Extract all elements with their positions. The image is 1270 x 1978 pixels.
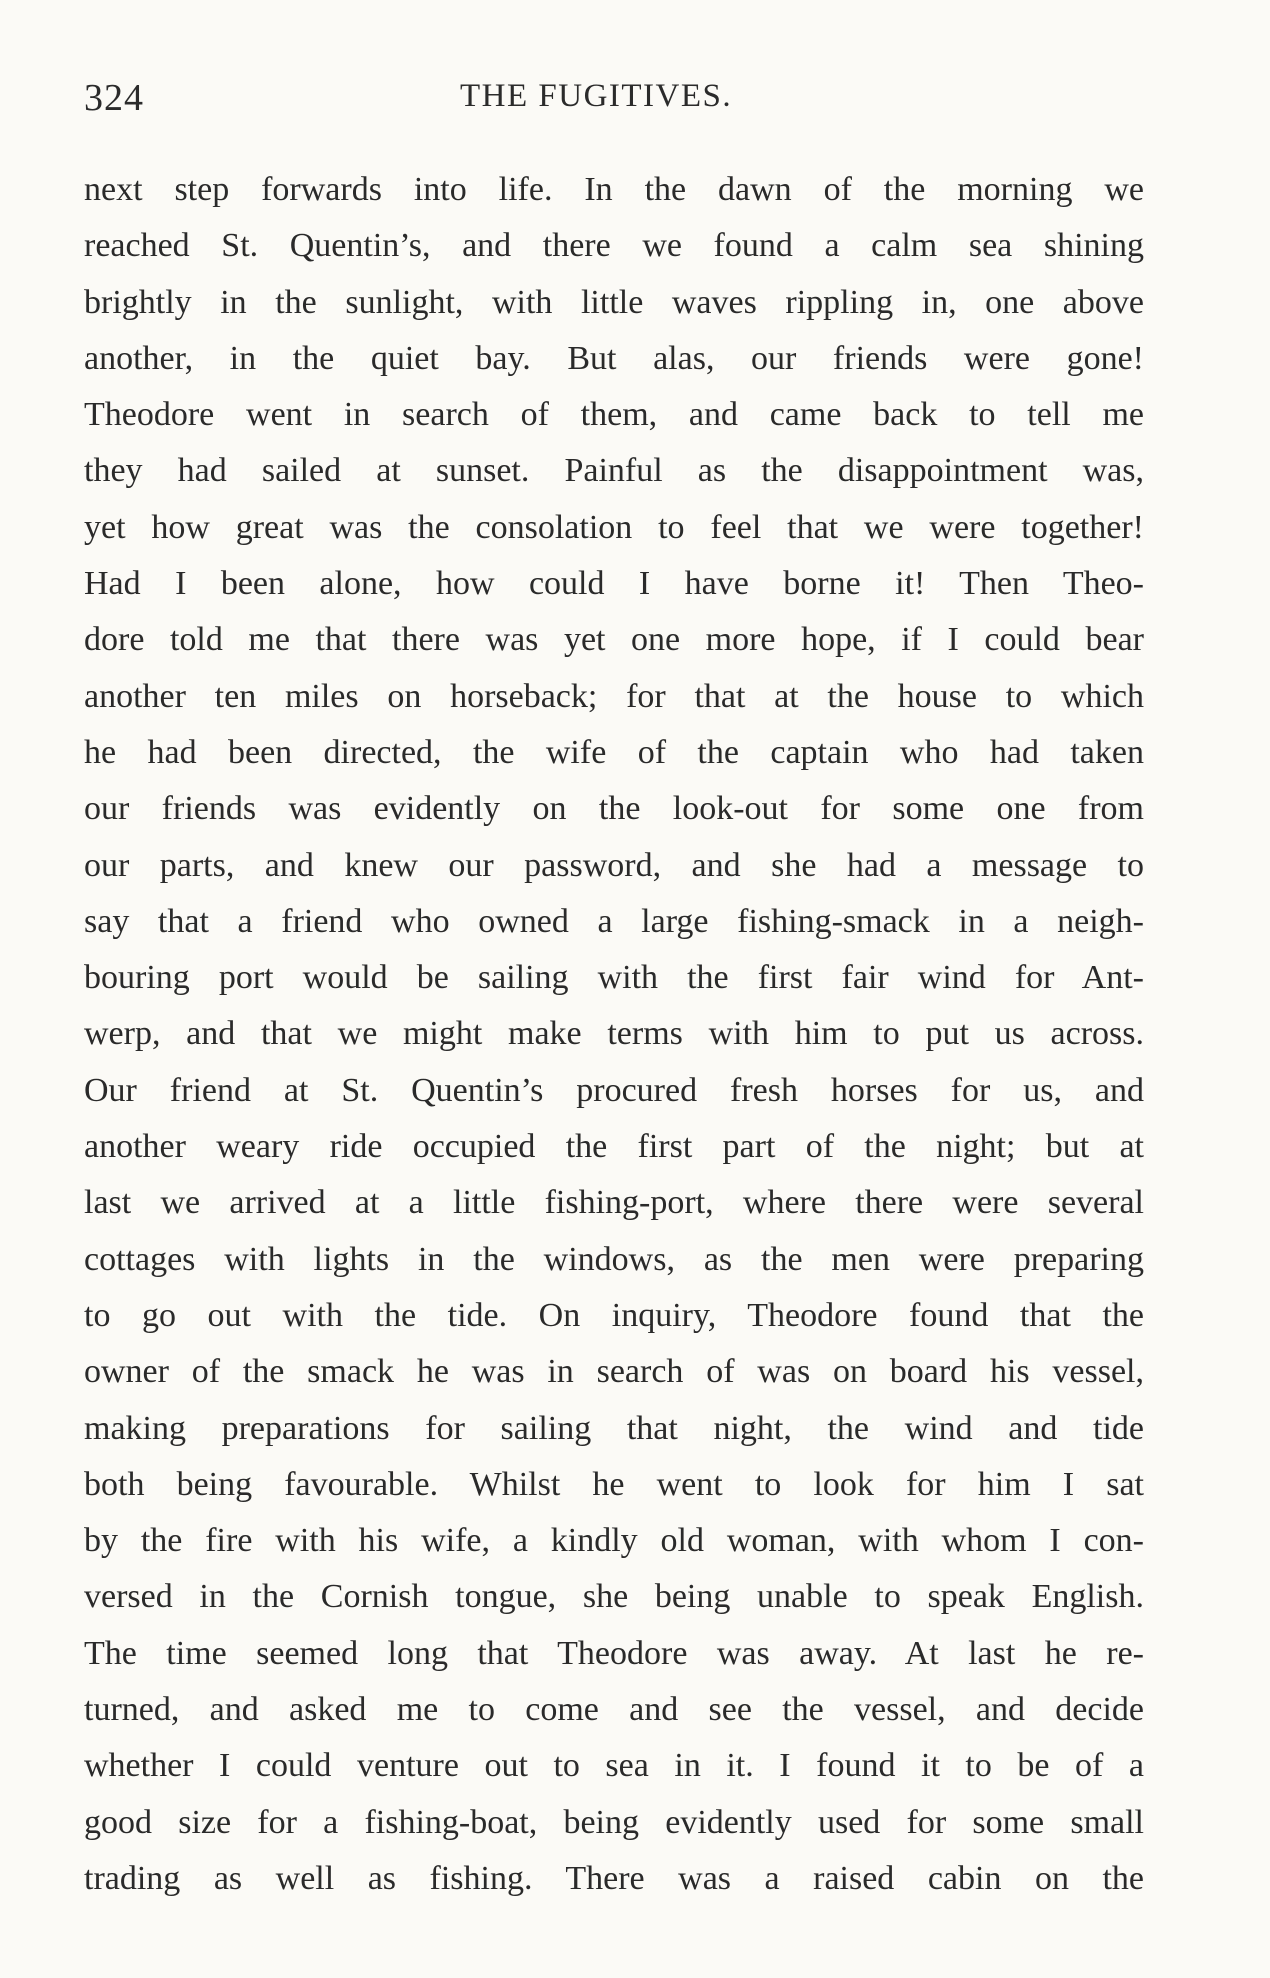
text-line: The time seemed long that Theodore was away. At last he re- [84, 1634, 1144, 1672]
text-line: whether I could venture out to sea in it. I found it to be of a [84, 1747, 1144, 1785]
text-line: trading as well as fishing. There was a raised cabin on the [84, 1859, 1144, 1897]
text-line: turned, and asked me to come and see the vessel, and decide [84, 1691, 1144, 1729]
text-line: reached St. Quentin’s, and there we found a calm sea shining [84, 227, 1144, 265]
text-line: he had been directed, the wife of the captain who had taken [84, 733, 1144, 771]
text-line: cottages with lights in the windows, as the men were preparing [84, 1240, 1144, 1278]
text-line: owner of the smack he was in search of was on board his vessel, [84, 1353, 1144, 1391]
text-line: dore told me that there was yet one more hope, if I could bear [84, 621, 1144, 659]
text-line: Had I been alone, how could I have borne it! Then Theo- [84, 565, 1144, 603]
text-line: good size for a fishing-boat, being evidently used for some small [84, 1803, 1144, 1841]
text-line: another, in the quiet bay. But alas, our friends were gone! [84, 339, 1144, 377]
text-line: our parts, and knew our password, and she had a message to [84, 846, 1144, 884]
page-number: 324 [84, 77, 144, 119]
text-line: both being favourable. Whilst he went to look for him I sat [84, 1465, 1144, 1503]
text-line: making preparations for sailing that night, the wind and tide [84, 1409, 1144, 1447]
text-line: brightly in the sunlight, with little waves rippling in, one above [84, 283, 1144, 321]
text-line: by the fire with his wife, a kindly old woman, with whom I con- [84, 1522, 1144, 1560]
body-text [84, 162, 1144, 1907]
running-head [0, 76, 1270, 126]
text-line: bouring port would be sailing with the first fair wind for Ant- [84, 959, 1144, 997]
text-line: to go out with the tide. On inquiry, Theodore found that the [84, 1296, 1144, 1334]
text-line: Theodore went in search of them, and came back to tell me [84, 396, 1144, 434]
text-line: another weary ride occupied the first part of the night; but at [84, 1128, 1144, 1166]
text-line: next step forwards into life. In the dawn of the morning we [84, 171, 1144, 208]
text-line: another ten miles on horseback; for that at the house to which [84, 677, 1144, 715]
text-line: Our friend at St. Quentin’s procured fresh horses for us, and [84, 1071, 1144, 1109]
text-line: last we arrived at a little fishing-port, where there were several [84, 1184, 1144, 1222]
running-title: THE FUGITIVES. [460, 78, 733, 114]
text-line: versed in the Cornish tongue, she being unable to speak English. [84, 1578, 1144, 1616]
text-line: say that a friend who owned a large fishing-smack in a neigh- [84, 902, 1144, 940]
text-line: werp, and that we might make terms with him to put us across. [84, 1015, 1144, 1053]
text-line: they had sailed at sunset. Painful as the disappointment was, [84, 452, 1144, 490]
text-line: our friends was evidently on the look-out for some one from [84, 790, 1144, 828]
text-line: yet how great was the consolation to feel that we were together! [84, 508, 1144, 546]
